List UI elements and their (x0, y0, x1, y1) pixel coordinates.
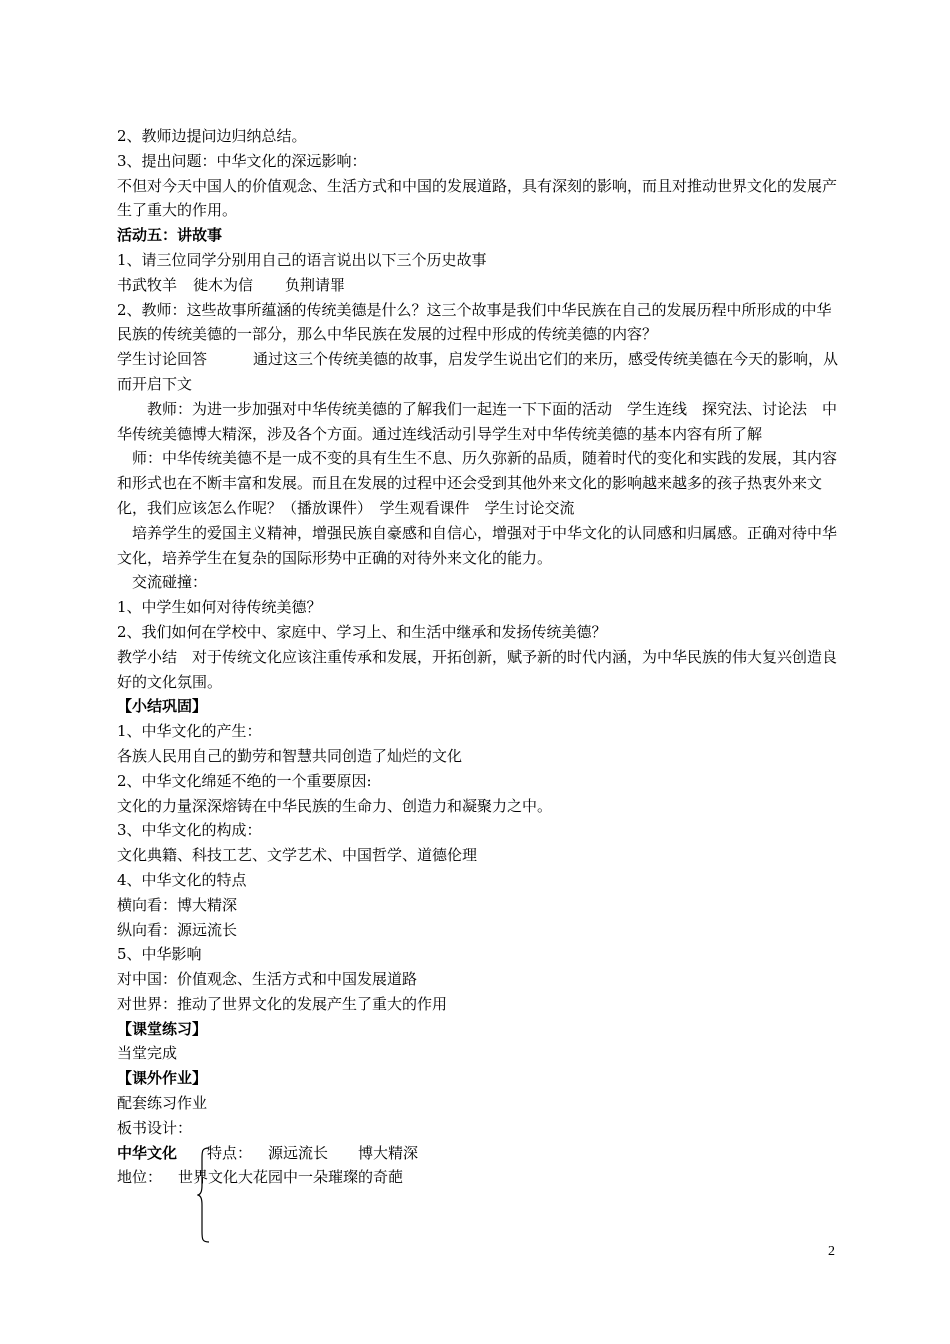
paragraph: 当堂完成 (117, 1044, 178, 1063)
paragraph: 不但对今天中国人的价值观念、生活方式和中国的发展道路，具有深刻的影响，而且对推动世界文化的发展产生了重大的作用。 (117, 176, 838, 220)
board-row (117, 1141, 839, 1166)
paragraph: 2、教师：这些故事所蕴涵的传统美德是什么？这三个故事是我们中华民族在自己的发展历程中所形成的中华民族的传统美德的一部分，那么中华民族在发展的过程中形成的传统美德的内容？ (117, 300, 832, 344)
story-list (117, 273, 839, 298)
board-title: 中华文化 (117, 1143, 178, 1162)
paragraph: 师：中华传统美德不是一成不变的具有生生不息、历久弥新的品质，随着时代的变化和实践的发展，其内容和形式也在不断丰富和发展。而且在发展的过程中还会受到其他外来文化的影响越来越多的孩子热衷外来文化，我们应该怎么作呢？（播放课件） 学生观看课件 学生讨论交流 (117, 449, 838, 517)
paragraph: 5、中华影响 (117, 945, 202, 964)
section-heading: 活动五：讲故事 (117, 226, 223, 245)
board-feature-item: 源远流长 (268, 1143, 329, 1162)
paragraph: 对世界：推动了世界文化的发展产生了重大的作用 (117, 994, 448, 1013)
board-feature-item: 博大精深 (358, 1143, 419, 1162)
story-item: 负荆请罪 (285, 275, 346, 294)
board-status-text: 世界文化大花园中一朵璀璨的奇葩 (178, 1168, 404, 1187)
paragraph: 横向看：博大精深 (117, 895, 238, 914)
board-row (117, 1165, 839, 1190)
board-design (117, 1141, 839, 1191)
paragraph: 配套练习作业 (117, 1094, 208, 1113)
paragraph: 2、中华文化绵延不绝的一个重要原因: (117, 771, 372, 790)
paragraph: 1、请三位同学分别用自己的语言说出以下三个历史故事 (117, 250, 487, 269)
paragraph: 1、中学生如何对待传统美德？ (117, 598, 322, 617)
board-feature-label: 特点： (207, 1143, 253, 1162)
paragraph: 2、我们如何在学校中、家庭中、学习上、和生活中继承和发扬传统美德？ (117, 622, 607, 641)
paragraph: 教学小结 对于传统文化应该注重传承和发展，开拓创新，赋予新的时代内涵，为中华民族的伟大复兴创造良好的文化氛围。 (117, 647, 838, 691)
board-status-label: 地位： (117, 1168, 163, 1187)
student-activity: 学生讨论回答 (117, 350, 208, 369)
paragraph: 1、中华文化的产生： (117, 722, 262, 741)
paragraph (117, 347, 839, 397)
paragraph: 纵向看：源远流长 (117, 920, 238, 939)
curly-brace-icon (197, 1147, 211, 1243)
story-item: 徙木为信 (193, 275, 254, 294)
section-heading: 【小结巩固】 (117, 697, 208, 716)
paragraph: 3、中华文化的构成： (117, 821, 262, 840)
paragraph: 交流碰撞： (132, 573, 208, 592)
section-heading: 【课外作业】 (117, 1069, 208, 1088)
paragraph: 3、提出问题：中华文化的深远影响： (117, 151, 367, 170)
story-item: 书武牧羊 (117, 275, 178, 294)
paragraph: 板书设计： (117, 1118, 193, 1137)
paragraph: 文化典籍、科技工艺、文学艺术、中国哲学、道德伦理 (117, 846, 478, 865)
paragraph: 对中国：价值观念、生活方式和中国发展道路 (117, 970, 418, 989)
section-heading: 【课堂练习】 (117, 1019, 208, 1038)
paragraph: 文化的力量深深熔铸在中华民族的生命力、创造力和凝聚力之中。 (117, 796, 553, 815)
paragraph: 各族人民用自己的勤劳和智慧共同创造了灿烂的文化 (117, 746, 463, 765)
paragraph: 2、教师边提问边归纳总结。 (117, 127, 307, 145)
paragraph: 培养学生的爱国主义精神，增强民族自豪感和自信心，增强对于中华文化的认同感和归属感。正确对待中华文化，培养学生在复杂的国际形势中正确的对待外来文化的能力。 (117, 523, 838, 567)
paragraph: 教师：为进一步加强对中华传统美德的了解我们一起连一下下面的活动 学生连线 探究法、讨论法 中华传统美德博大精深，涉及各个方面。通过连线活动引导学生对中华传统美德的基本内容有所了解 (117, 399, 838, 443)
page-number: 2 (828, 1244, 835, 1259)
document-body (117, 124, 839, 1190)
paragraph: 4、中华文化的特点 (117, 870, 247, 889)
activity-description: 通过这三个传统美德的故事，启发学生说出它们的来历，感受传统美德在今天的影响，从而开启下文 (117, 350, 839, 393)
